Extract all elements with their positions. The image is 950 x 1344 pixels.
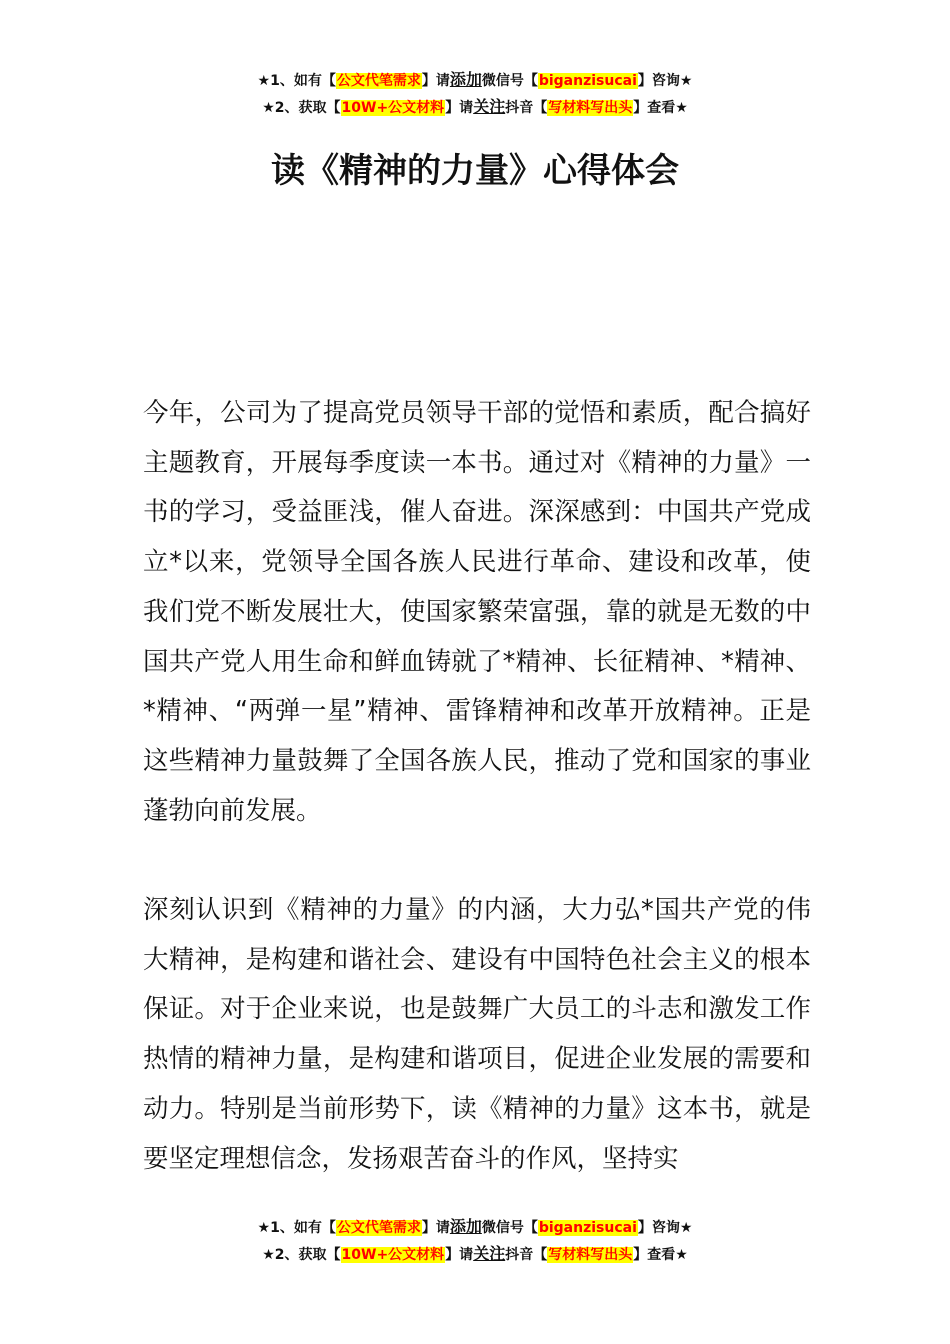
footer-line-2: [0, 1241, 950, 1268]
footer-line-2-highlight-materials: 10W+公文材料: [341, 1247, 445, 1263]
document-body: [143, 389, 811, 1184]
banner-line-2: [0, 94, 950, 121]
banner-line-2-mid: 】请: [445, 100, 474, 116]
banner-line-1-highlight-wechat: biganzisucai: [538, 73, 637, 89]
footer-line-1-highlight-wechat: biganzisucai: [538, 1220, 637, 1236]
banner-line-2-suffix: 】查看★: [633, 100, 688, 116]
banner-line-2-highlight-materials: 10W+公文材料: [341, 100, 445, 116]
footer-line-1-mid: 】请: [421, 1220, 450, 1236]
footer-line-1-mid-2: 微信号【: [481, 1220, 538, 1236]
banner-line-1: [0, 67, 950, 94]
footer-line-2-mid-2: 抖音【: [505, 1247, 548, 1263]
footer-line-1-suffix: 】咨询★: [637, 1220, 693, 1236]
footer-line-2-highlight-douyin: 写材料写出头: [548, 1247, 633, 1263]
footer-line-1-highlight-service: 公文代笔需求: [336, 1220, 421, 1236]
banner-line-2-highlight-douyin: 写材料写出头: [548, 100, 633, 116]
body-paragraph-2: 深刻认识到《精神的力量》的内涵，大力弘*国共产党的伟大精神，是构建和谐社会、建设有中国特色社会主义的根本保证。对于企业来说，也是鼓舞广大员工的斗志和激发工作热情的精神力量，是构建和谐项目，促进企业发展的需要和动力。特别是当前形势下，读《精神的力量》这本书，就是要坚定理想信念，发扬艰苦奋斗的作风，坚持实: [143, 895, 811, 1174]
footer-line-1: [0, 1214, 950, 1241]
banner-line-1-highlight-service: 公文代笔需求: [336, 73, 421, 89]
banner-line-2-prefix: ★2、获取【: [262, 100, 341, 116]
header-banner: [0, 67, 950, 121]
footer-line-1-prefix: ★1、如有【: [257, 1220, 336, 1236]
banner-line-1-emphasis: 添加: [449, 70, 482, 89]
document-title: 读《精神的力量》心得体会: [271, 151, 679, 191]
banner-line-2-mid-2: 抖音【: [505, 100, 548, 116]
footer-line-2-suffix: 】查看★: [633, 1247, 688, 1263]
banner-line-1-mid: 】请: [421, 73, 450, 89]
footer-line-1-emphasis: 添加: [449, 1217, 482, 1236]
footer-line-2-mid: 】请: [445, 1247, 474, 1263]
banner-line-1-suffix: 】咨询★: [637, 73, 693, 89]
banner-line-1-mid-2: 微信号【: [481, 73, 538, 89]
banner-line-1-prefix: ★1、如有【: [257, 73, 336, 89]
body-paragraph-1: 今年，公司为了提高党员领导干部的觉悟和素质，配合搞好主题教育，开展每季度读一本书。通过对《精神的力量》一书的学习，受益匪浅，催人奋进。深深感到：中国共产党成立*以来，党领导全国各族人民进行革命、建设和改革，使我们党不断发展壮大，使国家繁荣富强，靠的就是无数的中国共产党人用生命和鲜血铸就了*精神、长征精神、*精神、*精神、“两弹一星”精神、雷锋精神和改革开放精神。正是这些精神力量鼓舞了全国各族人民，推动了党和国家的事业蓬勃向前发展。: [143, 398, 811, 826]
footer-line-2-emphasis: 关注: [473, 1244, 506, 1263]
footer-line-2-prefix: ★2、获取【: [262, 1247, 341, 1263]
footer-banner: [0, 1214, 950, 1268]
banner-line-2-emphasis: 关注: [473, 97, 506, 116]
